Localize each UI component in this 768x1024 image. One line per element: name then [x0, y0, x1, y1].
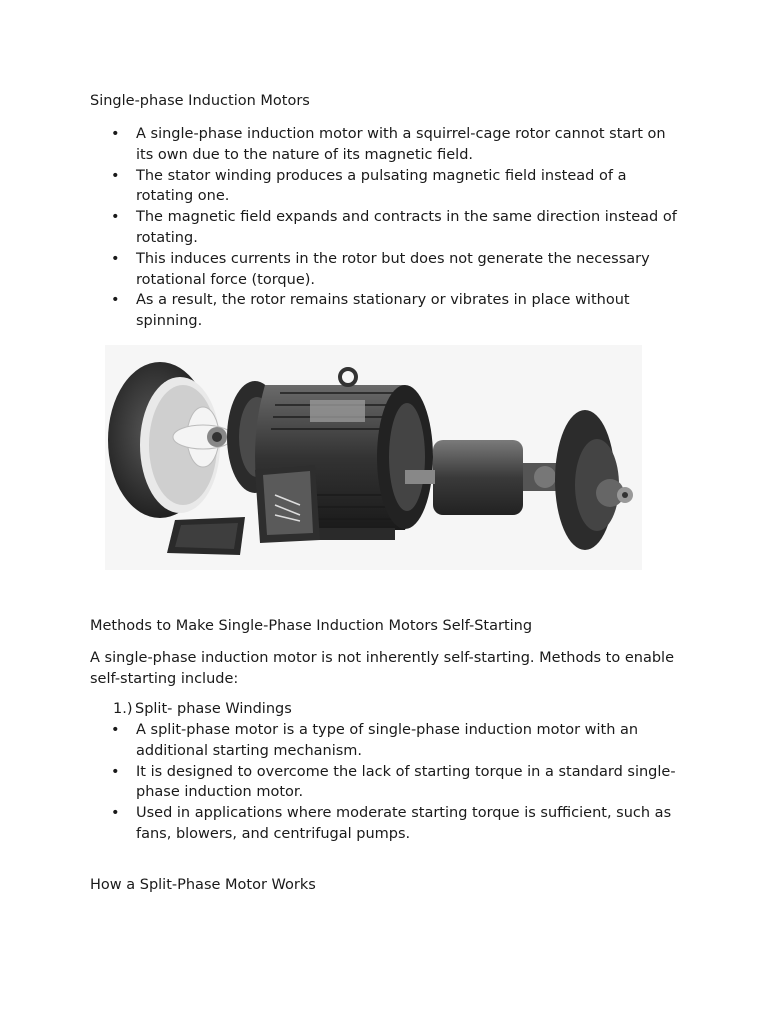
- bullet-list-single-phase: [0, 124, 768, 332]
- intro-paragraph: A single-phase induction motor is not inherently self-starting. Methods to enable self-starting include:: [90, 650, 675, 687]
- list-item: • Used in applications where moderate starting torque is sufficient, such as fans, blowers, and centrifugal pumps.: [111, 805, 672, 842]
- list-item: • It is designed to overcome the lack of starting torque in a standard single-phase induction motor.: [111, 763, 676, 801]
- list-item: • The stator winding produces a pulsating magnetic field instead of a rotating one.: [111, 167, 627, 205]
- section-heading-how-it-works: How a Split-Phase Motor Works: [90, 877, 316, 893]
- bullet-icon: •: [111, 722, 120, 738]
- motor-illustration-icon: [105, 345, 642, 570]
- list-item: • The magnetic field expands and contracts in the same direction instead of rotating.: [111, 209, 677, 246]
- section-heading-single-phase: Single-phase Induction Motors: [90, 93, 310, 109]
- bullet-icon: •: [111, 126, 120, 142]
- bullet-icon: •: [111, 805, 120, 822]
- item-number: 1.): [113, 701, 133, 717]
- item-label: Split- phase Windings: [135, 701, 292, 717]
- bullet-icon: •: [111, 292, 120, 309]
- list-item: • A split-phase motor is a type of single-phase induction motor with an additional starting mechanism.: [111, 722, 639, 759]
- bullet-list-split-phase: [0, 720, 768, 845]
- bullet-icon: •: [111, 167, 120, 184]
- bullet-icon: •: [111, 209, 120, 226]
- list-item: • This induces currents in the rotor but does not generate the necessary rotational force (torque).: [111, 250, 650, 288]
- section-heading-methods: Methods to Make Single-Phase Induction Motors Self-Starting: [90, 618, 533, 634]
- list-item: • As a result, the rotor remains stationary or vibrates in place without spinning.: [111, 292, 630, 330]
- bullet-icon: •: [111, 763, 120, 780]
- bullet-icon: •: [111, 250, 120, 267]
- list-item: • A single-phase induction motor with a squirrel-cage rotor cannot start on its own due to the nature of its magnetic field.: [111, 126, 666, 163]
- exploded-motor-photo: [105, 345, 642, 570]
- numbered-item-split-phase: [113, 699, 292, 719]
